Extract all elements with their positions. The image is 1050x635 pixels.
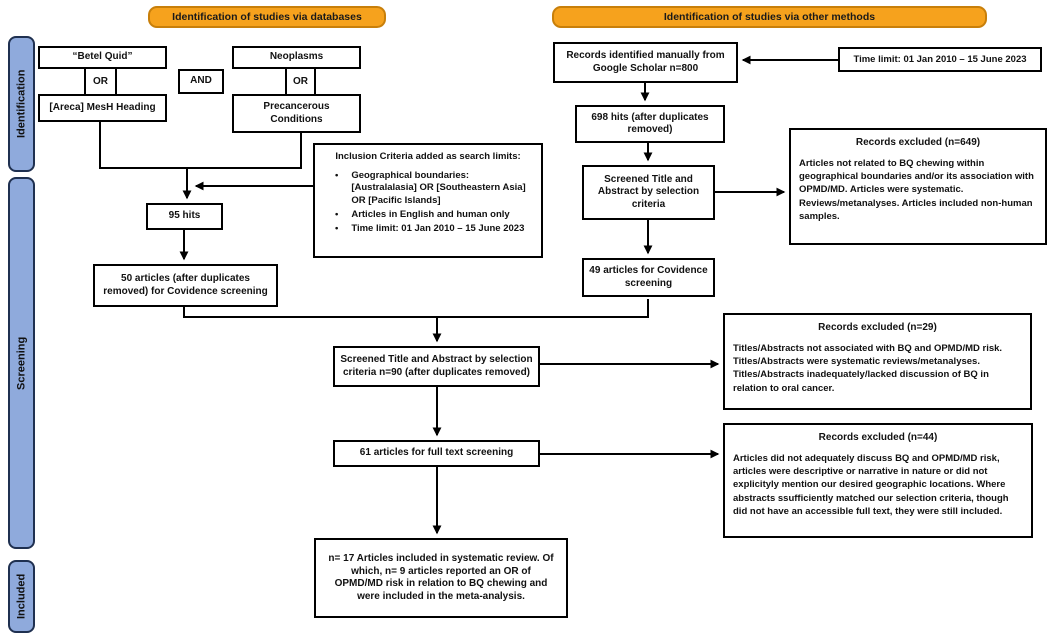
bullet-icon: • bbox=[335, 169, 339, 181]
inclusion-bullet-3: • Time limit: 01 Jan 2010 – 15 June 2023 bbox=[335, 223, 525, 235]
stage-screening: Screening bbox=[8, 177, 35, 549]
box-50-articles: 50 articles (after duplicates removed) for Covidence screening bbox=[93, 264, 278, 307]
box-inclusion-criteria bbox=[313, 143, 543, 258]
excluded-649-body: Articles not related to BQ chewing within geographical boundaries and/or its association with OPMD/MD. Articles were systematic. Reviews/metanalyses. Articles included non-human samples. bbox=[799, 157, 1034, 223]
box-screened-other: Screened Title and Abstract by selection criteria bbox=[582, 165, 715, 220]
box-698-hits: 698 hits (after duplicates removed) bbox=[575, 105, 725, 143]
or-operator-left: OR bbox=[84, 69, 117, 94]
excluded-44-title: Records excluded (n=44) bbox=[818, 432, 938, 443]
excluded-44-body: Articles did not adequately discuss BQ and OPMD/MD risk, articles were descriptive or narrative in nature or did not explicityly mention our desired geographic locations. Where abstracts ssufficiently matched our selection criteria, though did not have an accessible full text, they were still included. bbox=[733, 452, 1009, 518]
box-areca-mesh: [Areca] MesH Heading bbox=[38, 94, 167, 122]
excluded-649-title: Records excluded (n=649) bbox=[855, 137, 981, 148]
bullet-icon: • bbox=[335, 223, 339, 235]
inclusion-bullet-1: • Geographical boundaries: [Australalasia] OR [Southeastern Asia] OR [Pacific Islands] bbox=[335, 169, 526, 206]
box-included-final: n= 17 Articles included in systematic review. Of which, n= 9 articles reported an OR of OPMD/MD risk in relation to BQ chewing and were included in the meta-analysis. bbox=[314, 538, 568, 618]
banner-databases: Identification of studies via databases bbox=[148, 6, 386, 28]
box-95-hits: 95 hits bbox=[146, 203, 223, 230]
inclusion-criteria-title: Inclusion Criteria added as search limits: bbox=[335, 151, 521, 162]
banner-other-methods: Identification of studies via other methods bbox=[552, 6, 987, 28]
box-neoplasms: Neoplasms bbox=[232, 46, 361, 69]
inclusion-bullet-2: • Articles in English and human only bbox=[335, 208, 510, 220]
box-excluded-29 bbox=[723, 313, 1032, 410]
box-betel-quid: “Betel Quid” bbox=[38, 46, 167, 69]
box-time-limit: Time limit: 01 Jan 2010 – 15 June 2023 bbox=[838, 47, 1042, 72]
bullet-icon: • bbox=[335, 208, 339, 220]
stage-included: Included bbox=[8, 560, 35, 633]
box-and-operator: AND bbox=[178, 69, 224, 94]
box-61-articles: 61 articles for full text screening bbox=[333, 440, 540, 467]
stage-identification: Identification bbox=[8, 36, 35, 172]
box-excluded-649 bbox=[789, 128, 1047, 245]
box-49-articles: 49 articles for Covidence screening bbox=[582, 258, 715, 297]
excluded-29-body: Titles/Abstracts not associated with BQ and OPMD/MD risk. Titles/Abstracts were systematic reviews/metanalyses. Titles/Abstracts inadequately/lacked discussion of BQ in relation to oral cancer. bbox=[733, 342, 1003, 394]
box-precancerous: Precancerous Conditions bbox=[232, 94, 361, 133]
box-screened-90: Screened Title and Abstract by selection criteria n=90 (after duplicates removed) bbox=[333, 346, 540, 387]
box-excluded-44 bbox=[723, 423, 1033, 538]
or-operator-right: OR bbox=[285, 69, 316, 94]
excluded-29-title: Records excluded (n=29) bbox=[818, 322, 937, 333]
box-records-manual: Records identified manually from Google Scholar n=800 bbox=[553, 42, 738, 83]
